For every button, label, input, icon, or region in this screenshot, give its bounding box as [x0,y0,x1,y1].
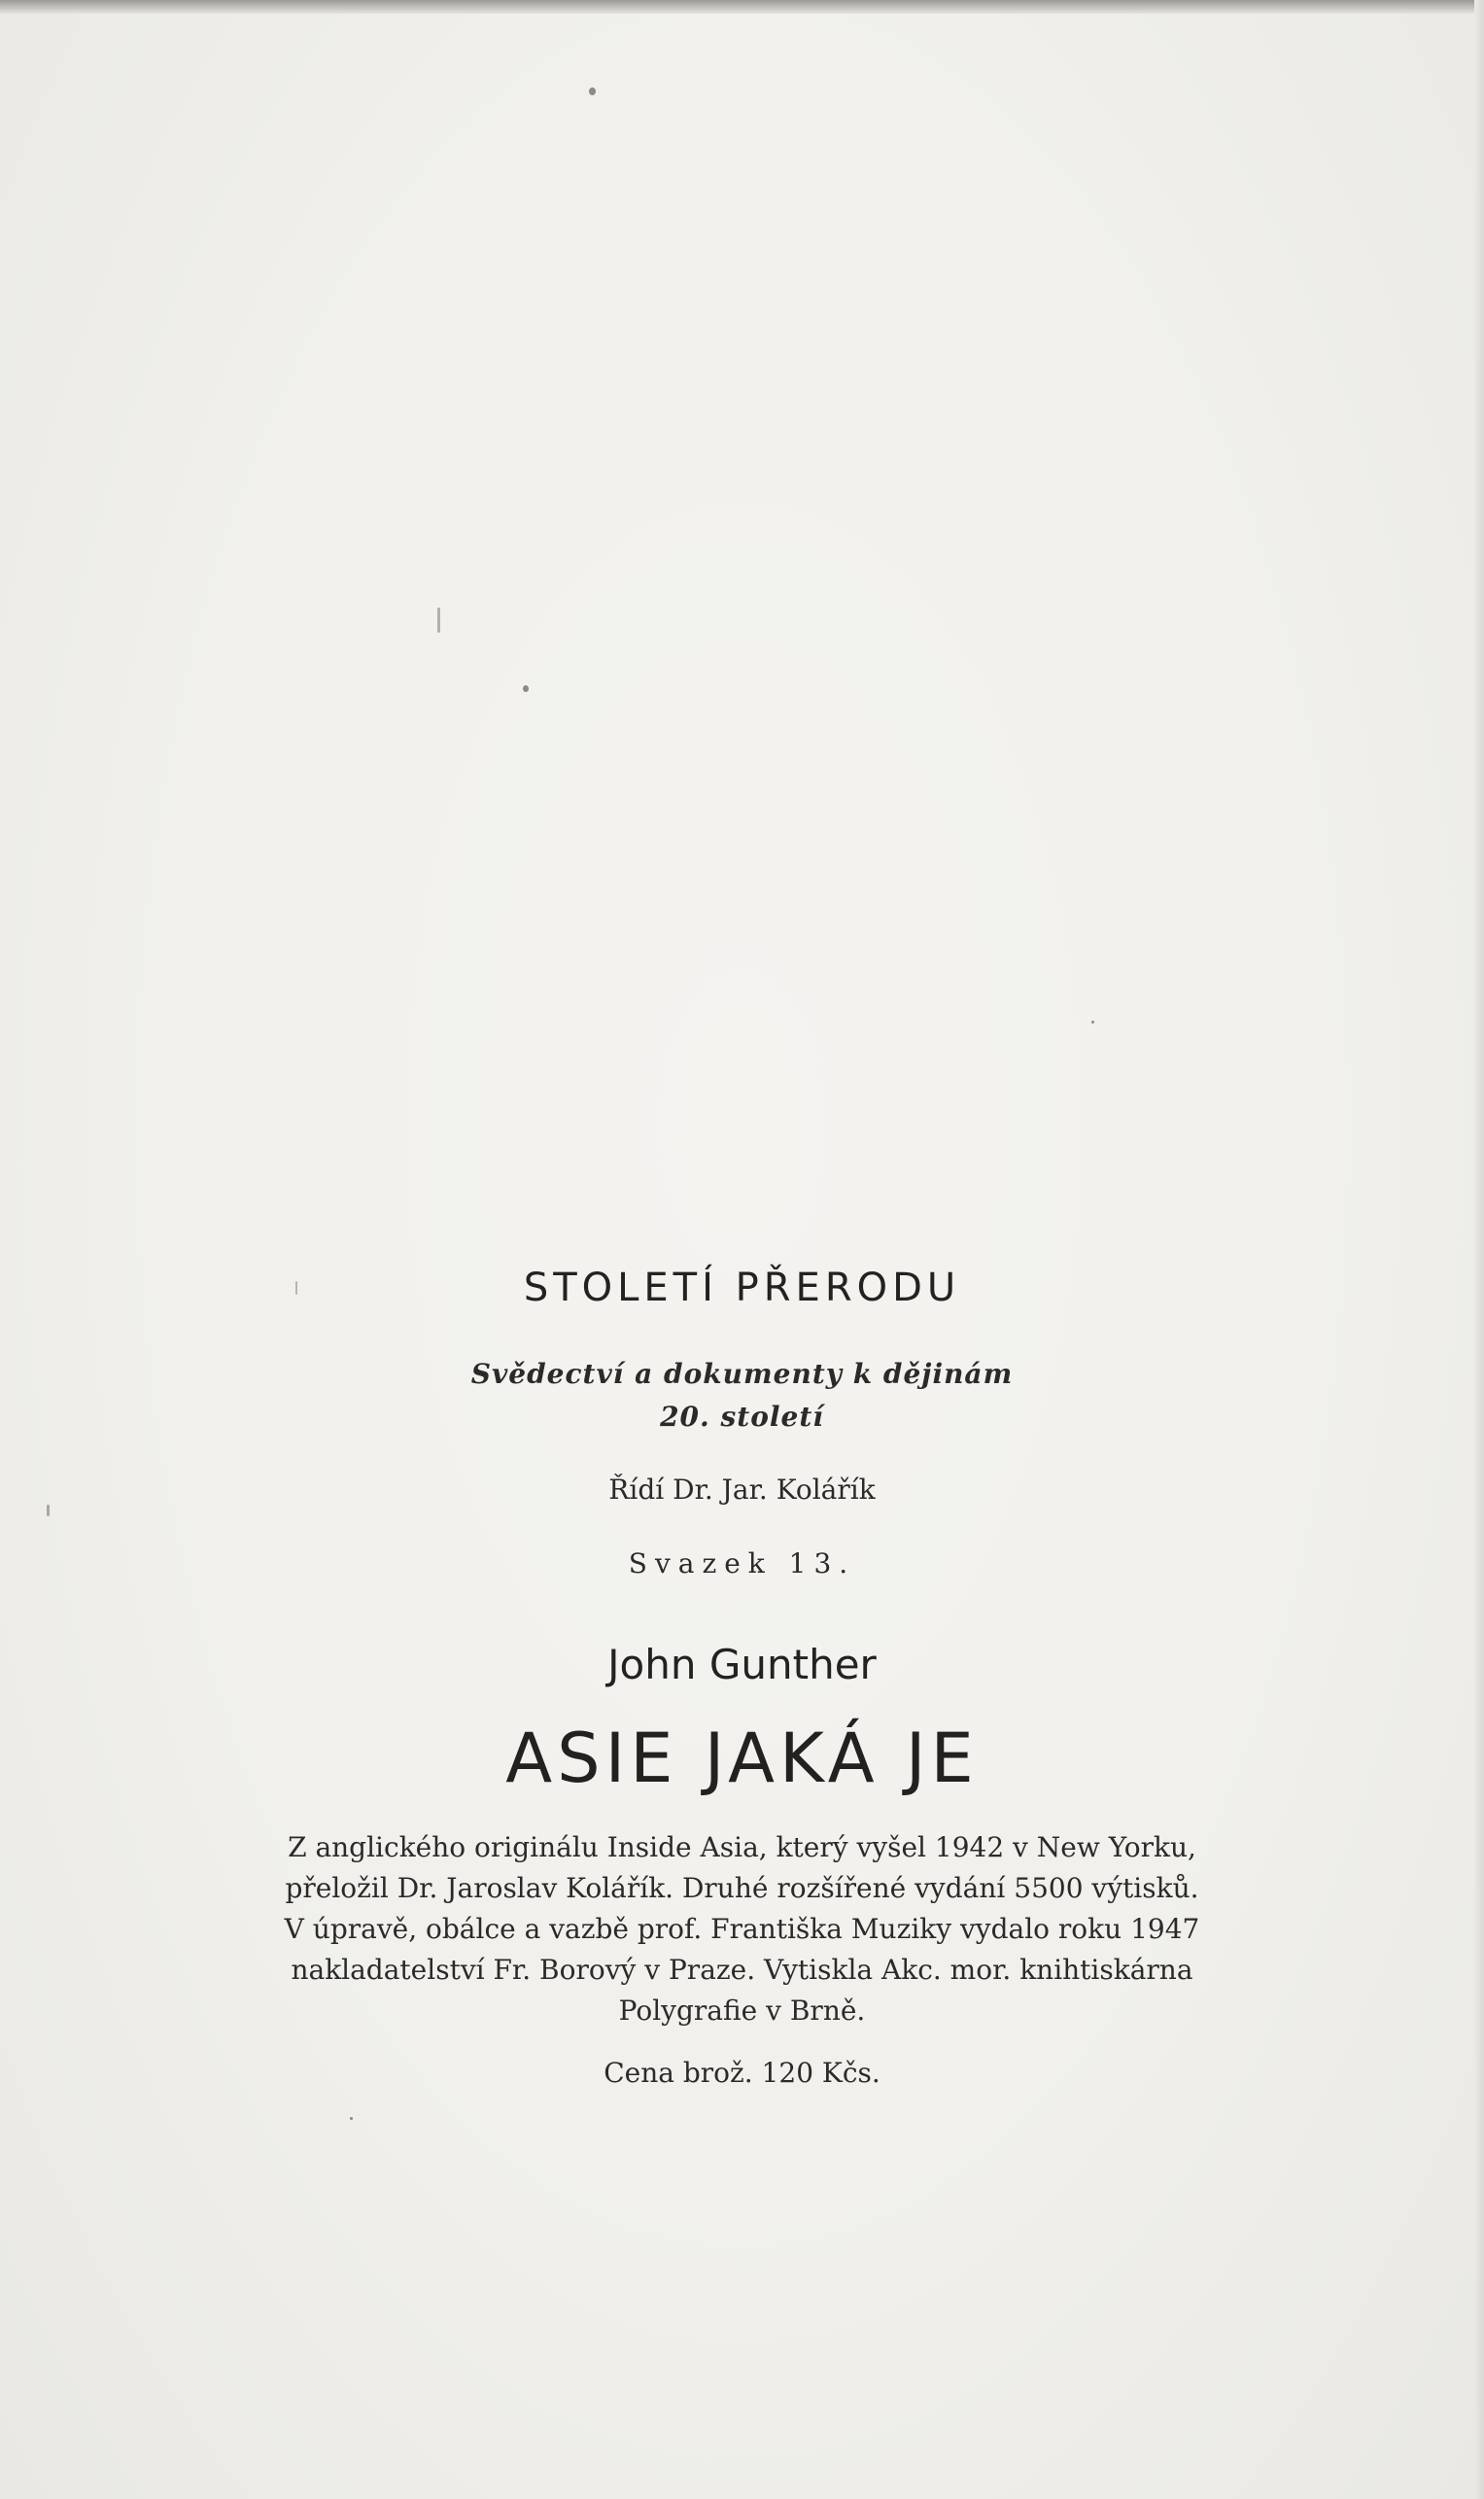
imprint-paragraph [0,1827,1484,2031]
paper-speck [589,87,596,95]
paper-speck [437,607,440,633]
imprint-line: Z anglického originálu Inside Asia, který vyšel 1942 v New Yorku, [288,1831,1196,1863]
series-subtitle-line-2: 20. století [660,1401,824,1433]
paper-speck [523,685,529,692]
series-title: STOLETÍ PŘERODU [523,1266,961,1310]
imprint-line: Polygrafie v Brně. [618,1995,866,2027]
paper-speck [350,2117,353,2120]
book-title: ASIE JAKÁ JE [505,1718,979,1798]
book-author: John Gunther [607,1641,877,1688]
imprint-line: V úpravě, obálce a vazbě prof. Františka Muziky vydalo roku 1947 [284,1913,1200,1945]
imprint-line: nakladatelství Fr. Borový v Praze. Vytiskla Akc. mor. knihtiskárna [291,1954,1193,1986]
page-right-edge [1474,0,1484,2499]
volume-number: Svazek 13. [628,1547,856,1579]
page-top-edge [0,0,1484,14]
paper-speck [47,1505,50,1516]
paper-speck [1091,1021,1094,1024]
series-subtitle-line-1: Svědectví a dokumenty k dějinám [470,1358,1014,1390]
series-subtitle [0,1353,1484,1439]
price-line: Cena brož. 120 Kčs. [604,2057,880,2089]
imprint-line: přeložil Dr. Jaroslav Kolářík. Druhé rozšířené vydání 5500 výtisků. [285,1872,1199,1904]
series-editor: Řídí Dr. Jar. Kolářík [608,1474,876,1506]
